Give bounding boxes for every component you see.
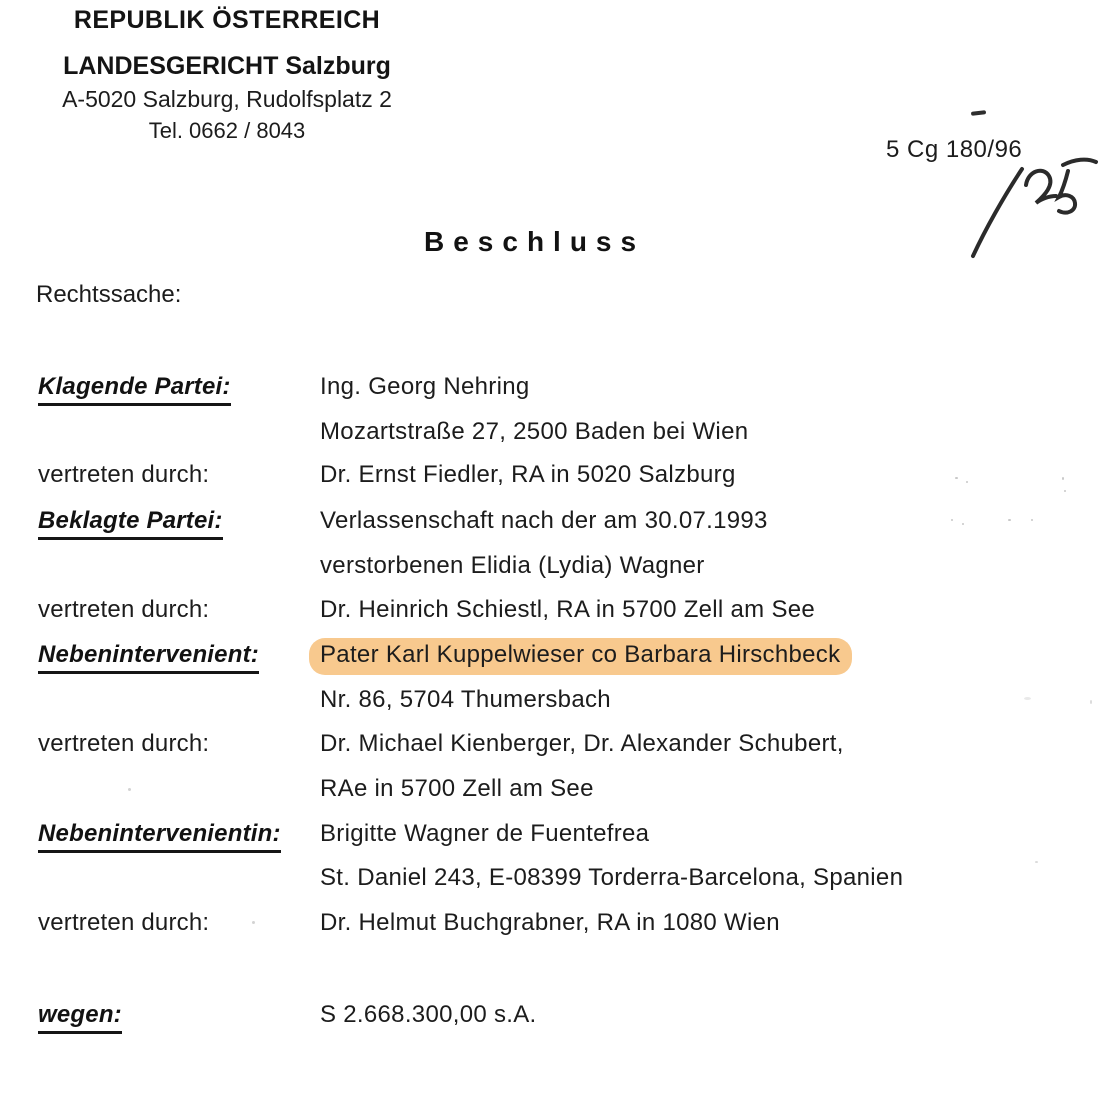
row-value: verstorbenen Elidia (Lydia) Wagner bbox=[320, 552, 705, 579]
row-label: Nebenintervenientin: bbox=[38, 820, 281, 853]
row-value: Mozartstraße 27, 2500 Baden bei Wien bbox=[320, 418, 749, 445]
row-nebenintervenientin-vertreter bbox=[0, 909, 1100, 945]
court-letterhead bbox=[44, 6, 410, 144]
document-title: Beschluss bbox=[424, 226, 646, 257]
row-label: Nebenintervenient: bbox=[38, 641, 259, 674]
row-vertreter-line2 bbox=[0, 775, 1100, 811]
row-value: Dr. Michael Kienberger, Dr. Alexander Schubert, bbox=[320, 730, 844, 757]
letterhead-court: LANDESGERICHT Salzburg bbox=[63, 52, 391, 80]
letterhead-address: A-5020 Salzburg, Rudolfsplatz 2 bbox=[62, 86, 392, 112]
row-wegen bbox=[0, 1001, 1100, 1037]
row-label: vertreten durch: bbox=[38, 461, 210, 488]
row-beklagte-line2 bbox=[0, 552, 1100, 588]
handwritten-page-number bbox=[928, 138, 1100, 270]
row-value: Dr. Ernst Fiedler, RA in 5020 Salzburg bbox=[320, 461, 736, 488]
row-value: RAe in 5700 Zell am See bbox=[320, 775, 594, 802]
row-value: Nr. 86, 5704 Thumersbach bbox=[320, 686, 611, 713]
row-klagende-vertreter bbox=[0, 461, 1100, 497]
row-klagende-address bbox=[0, 418, 1100, 454]
row-value: Dr. Helmut Buchgrabner, RA in 1080 Wien bbox=[320, 909, 780, 936]
highlighted-text: Pater Karl Kuppelwieser co Barbara Hirschbeck bbox=[309, 638, 852, 675]
row-value: Verlassenschaft nach der am 30.07.1993 bbox=[320, 507, 768, 534]
letterhead-republic: REPUBLIK ÖSTERREICH bbox=[73, 6, 381, 34]
row-nebenintervenient-vertreter bbox=[0, 730, 1100, 766]
row-beklagte-vertreter bbox=[0, 596, 1100, 632]
row-value: St. Daniel 243, E-08399 Torderra-Barcelona, Spanien bbox=[320, 864, 904, 891]
row-value: Ing. Georg Nehring bbox=[320, 373, 530, 400]
row-label: vertreten durch: bbox=[38, 909, 210, 936]
case-number: 5 Cg 180/96 bbox=[886, 136, 1023, 163]
row-beklagte-partei bbox=[0, 507, 1100, 543]
row-klagende-partei bbox=[0, 373, 1100, 409]
rechtssache-label: Rechtssache: bbox=[36, 281, 182, 308]
row-nebenintervenient-address bbox=[0, 686, 1100, 722]
row-label: vertreten durch: bbox=[38, 730, 210, 757]
row-label: Klagende Partei: bbox=[38, 373, 231, 406]
row-nebenintervenient bbox=[0, 641, 1100, 677]
row-value: S 2.668.300,00 s.A. bbox=[320, 1001, 537, 1028]
row-value: Dr. Heinrich Schiestl, RA in 5700 Zell am See bbox=[320, 596, 816, 623]
row-value: Brigitte Wagner de Fuentefrea bbox=[320, 820, 650, 847]
row-nebenintervenientin-address bbox=[0, 864, 1100, 900]
row-label: vertreten durch: bbox=[38, 596, 210, 623]
scan-dash-mark bbox=[971, 110, 986, 115]
letterhead-phone: Tel. 0662 / 8043 bbox=[148, 118, 306, 143]
row-label: wegen: bbox=[38, 1001, 122, 1034]
row-label: Beklagte Partei: bbox=[38, 507, 223, 540]
row-nebenintervenientin bbox=[0, 820, 1100, 856]
